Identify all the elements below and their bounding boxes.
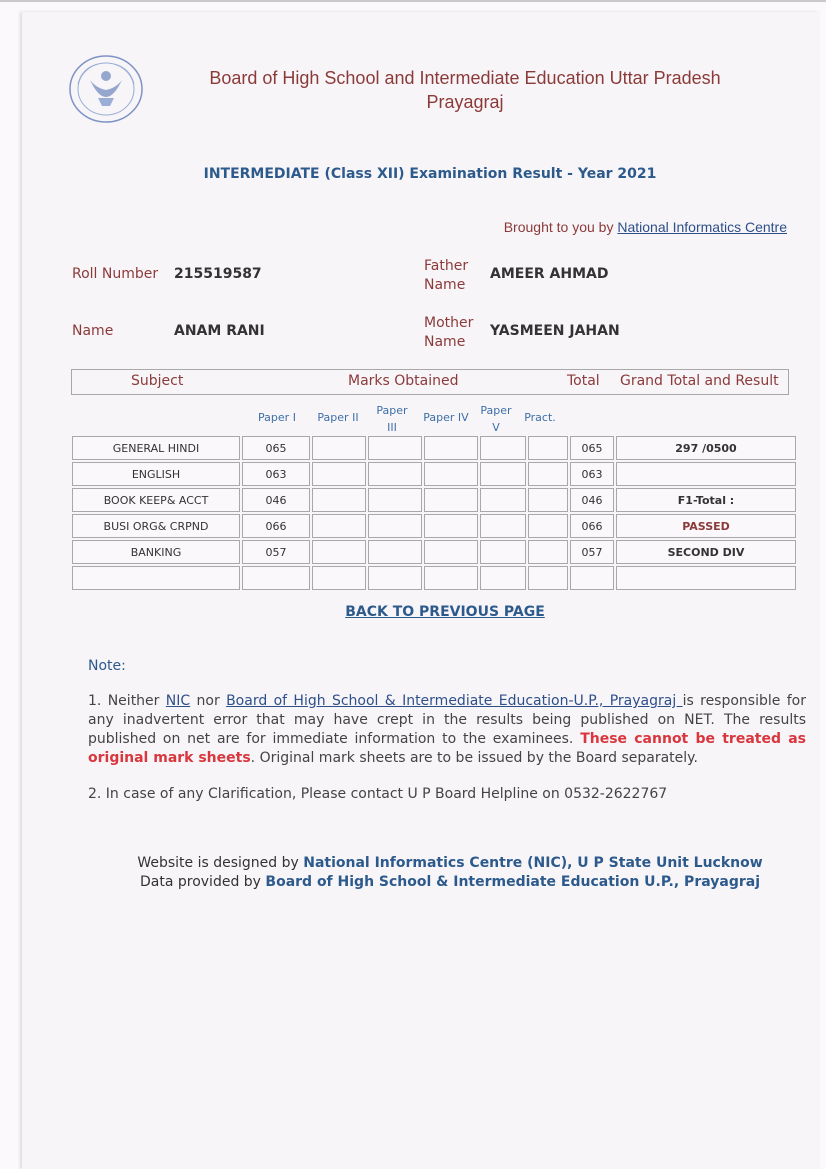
brought-by-text: Brought to you by bbox=[503, 219, 618, 235]
note-1-text-d: . Original mark sheets are to be issued by the Board separately. bbox=[250, 750, 698, 766]
father-name-label bbox=[424, 257, 468, 295]
header-grand-total: Grand Total and Result bbox=[620, 373, 779, 389]
empty-cell bbox=[570, 566, 614, 590]
f1-total-cell: F1-Total : bbox=[616, 488, 796, 512]
empty-cell bbox=[312, 566, 366, 590]
division-cell: SECOND DIV bbox=[616, 540, 796, 564]
subject-cell: BUSI ORG& CRPND bbox=[72, 514, 240, 538]
subheader-paper3-line1: Paper bbox=[376, 404, 408, 417]
footer-line-2 bbox=[60, 874, 826, 890]
note-1 bbox=[88, 692, 806, 768]
footer-nic-credit: National Informatics Centre (NIC), U P State Unit Lucknow bbox=[303, 855, 763, 871]
paper1-cell: 065 bbox=[242, 436, 310, 460]
total-cell: 065 bbox=[570, 436, 614, 460]
paper3-cell bbox=[368, 540, 422, 564]
paper2-cell bbox=[312, 540, 366, 564]
header-total: Total bbox=[567, 373, 600, 389]
result-empty-cell bbox=[616, 462, 796, 486]
table-row bbox=[72, 566, 796, 590]
paper2-cell bbox=[312, 514, 366, 538]
practical-cell bbox=[528, 514, 568, 538]
total-cell: 057 bbox=[570, 540, 614, 564]
father-name-value: AMEER AHMAD bbox=[490, 266, 609, 282]
result-status-cell: PASSED bbox=[616, 514, 796, 538]
paper3-cell bbox=[368, 436, 422, 460]
practical-cell bbox=[528, 436, 568, 460]
paper5-cell bbox=[480, 488, 526, 512]
paper4-cell bbox=[424, 462, 478, 486]
header-subject: Subject bbox=[131, 373, 184, 389]
brought-by bbox=[440, 219, 787, 235]
empty-cell bbox=[242, 566, 310, 590]
total-cell: 066 bbox=[570, 514, 614, 538]
footer-line-1 bbox=[60, 855, 826, 871]
header-marks: Marks Obtained bbox=[348, 373, 459, 389]
mother-name-value: YASMEEN JAHAN bbox=[490, 323, 620, 339]
paper2-cell bbox=[312, 436, 366, 460]
note-1-text-a: 1. Neither bbox=[88, 693, 166, 709]
board-city: Prayagraj bbox=[426, 92, 504, 112]
footer-board-credit: Board of High School & Intermediate Education U.P., Prayagraj bbox=[265, 874, 760, 890]
paper4-cell bbox=[424, 436, 478, 460]
father-label-line1: Father bbox=[424, 258, 469, 274]
name-label: Name bbox=[72, 323, 114, 339]
footer-line-1-prefix: Website is designed by bbox=[137, 855, 304, 871]
subject-cell: GENERAL HINDI bbox=[72, 436, 240, 460]
page-top-edge bbox=[0, 0, 826, 2]
roll-number-value: 215519587 bbox=[174, 266, 262, 282]
subheader-practical: Pract. bbox=[524, 411, 556, 424]
board-note-link[interactable]: Board of High School & Intermediate Education-U.P., Prayagraj bbox=[226, 693, 683, 709]
subheader-paper3-line2: III bbox=[387, 421, 397, 434]
subheader-paper2: Paper II bbox=[317, 411, 359, 424]
paper3-cell bbox=[368, 514, 422, 538]
father-label-line2: Name bbox=[424, 277, 466, 293]
subheader-paper5-line2: V bbox=[492, 421, 500, 434]
paper1-cell: 066 bbox=[242, 514, 310, 538]
paper5-cell bbox=[480, 514, 526, 538]
empty-cell bbox=[424, 566, 478, 590]
roll-number-label: Roll Number bbox=[72, 266, 159, 282]
paper4-cell bbox=[424, 514, 478, 538]
paper1-cell: 046 bbox=[242, 488, 310, 512]
empty-cell bbox=[72, 566, 240, 590]
board-title: Board of High School and Intermediate Education Uttar Pradesh bbox=[209, 68, 721, 88]
mother-name-label bbox=[424, 314, 473, 352]
subheader-paper3 bbox=[366, 402, 418, 436]
nic-link[interactable]: National Informatics Centre bbox=[617, 219, 787, 235]
paper1-cell: 057 bbox=[242, 540, 310, 564]
paper1-cell: 063 bbox=[242, 462, 310, 486]
paper2-cell bbox=[312, 488, 366, 512]
practical-cell bbox=[528, 488, 568, 512]
name-value: ANAM RANI bbox=[174, 323, 265, 339]
note-1-text-b: nor bbox=[190, 693, 227, 709]
up-emblem-logo bbox=[68, 54, 144, 124]
marks-table bbox=[70, 434, 798, 592]
footer-line-2-prefix: Data provided by bbox=[139, 874, 266, 890]
paper2-cell bbox=[312, 462, 366, 486]
subheader-paper5-line1: Paper bbox=[480, 404, 512, 417]
note-heading: Note: bbox=[88, 658, 126, 674]
subject-cell: ENGLISH bbox=[72, 462, 240, 486]
empty-cell bbox=[480, 566, 526, 590]
subject-cell: BANKING bbox=[72, 540, 240, 564]
subject-cell: BOOK KEEP& ACCT bbox=[72, 488, 240, 512]
paper4-cell bbox=[424, 488, 478, 512]
nic-note-link[interactable]: NIC bbox=[165, 693, 191, 709]
mother-label-line1: Mother bbox=[424, 315, 474, 331]
paper3-cell bbox=[368, 462, 422, 486]
practical-cell bbox=[528, 540, 568, 564]
empty-cell bbox=[528, 566, 568, 590]
paper4-cell bbox=[424, 540, 478, 564]
table-row bbox=[72, 436, 796, 460]
table-row bbox=[72, 540, 796, 564]
paper5-cell bbox=[480, 436, 526, 460]
subheader-paper5 bbox=[474, 402, 518, 436]
paper5-cell bbox=[480, 540, 526, 564]
practical-cell bbox=[528, 462, 568, 486]
back-to-previous-page-link[interactable]: BACK TO PREVIOUS PAGE bbox=[345, 604, 545, 620]
empty-cell bbox=[368, 566, 422, 590]
exam-title: INTERMEDIATE (Class XII) Examination Result - Year 2021 bbox=[203, 166, 657, 182]
note-2: 2. In case of any Clarification, Please contact U P Board Helpline on 0532-2622767 bbox=[88, 786, 668, 802]
paper3-cell bbox=[368, 488, 422, 512]
table-row bbox=[72, 462, 796, 486]
paper5-cell bbox=[480, 462, 526, 486]
empty-cell bbox=[616, 566, 796, 590]
note-1-text-c: is responsible for any inadvertent error that may have crept in the results being published on NET. The results published on net are for immediate information to the examinees. bbox=[88, 693, 806, 747]
table-row bbox=[72, 488, 796, 512]
total-cell: 063 bbox=[570, 462, 614, 486]
grand-total-cell: 297 /0500 bbox=[616, 436, 796, 460]
note-1-warning: These cannot be treated as original mark sheets bbox=[88, 731, 807, 766]
table-row bbox=[72, 514, 796, 538]
subheader-paper4: Paper IV bbox=[423, 411, 469, 424]
total-cell: 046 bbox=[570, 488, 614, 512]
subheader-paper1: Paper I bbox=[258, 411, 296, 424]
mother-label-line2: Name bbox=[424, 334, 466, 350]
